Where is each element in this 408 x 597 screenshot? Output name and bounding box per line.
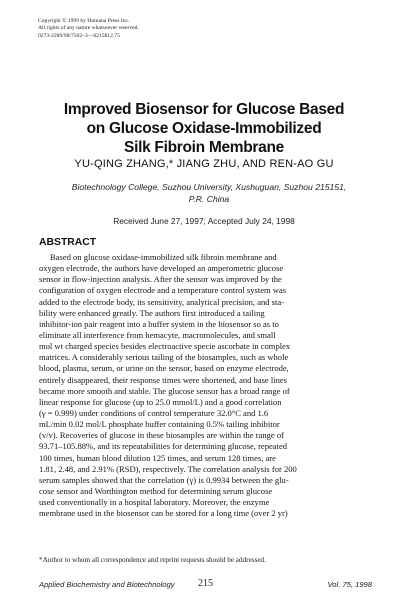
abstract-line: cose sensor and Worthington method for determining serum glucose [39,485,273,496]
abstract-line: inhibitor-ion pair reagent into a buffer system in the biosensor so as to [39,318,279,329]
affiliation-line-2: P.R. China [188,193,230,204]
abstract-line: (v/v). Recoveries of glucose in these biosamples are within the range of [39,430,284,441]
abstract-heading: ABSTRACT [39,237,97,248]
abstract-line: configuration of oxygen electrode and a temperature control system was [39,285,287,296]
abstract-line: added to the electrode body, its sensitivity, analytical precision, and sta- [39,296,285,307]
abstract-line: blood, plasma, serum, or urine on the sensor, based on enzyme electrode, [39,363,289,374]
received-dates: Received June 27, 1997; Accepted July 24, 1998 [113,216,295,226]
affiliation [46,182,372,205]
page-footer [39,579,372,590]
abstract-line: 100 times, human blood dilution 125 times, and serum 128 times, are [39,452,276,463]
rights-line: All rights of any nature whatsoever reserved. [38,25,139,32]
abstract-line: used conventionally in a hospital laboratory. Moreover, the enzyme [39,497,270,508]
abstract-line: oxygen electrode, the authors have developed an amperometric glucose [39,263,284,274]
author-list: YU-QING ZHANG,* JIANG ZHU, AND REN-AO GU [74,158,334,170]
abstract-line: eliminate all interference from hemacyte, macromolecules, and small [39,329,276,340]
journal-name: Applied Biochemistry and Biotechnology [39,580,175,589]
copyright-line: Copyright © 1999 by Humana Press Inc. [38,18,130,24]
abstract-line: serum samples showed that the correlation (γ) is 0.9934 between the glu- [39,474,289,485]
abstract-line: linear response for glucose (up to 25.0 mmol/L) and a good correlation [39,396,282,407]
abstract-line: Based on glucose oxidase-immobilized silk fibroin membrane and [50,252,277,262]
affiliation-line-1: Biotechnology College, Suzhou University, Xushuguan, Suzhou 215151, [71,182,347,192]
title-line-1: Improved Biosensor for Glucose Based [63,101,345,118]
abstract-line: mol wt charged species besides electroactive specie ascorbate in complex [39,341,291,352]
abstract-line: entirely disappeared, their response times were shortened, and base lines [39,374,288,385]
author-footnote: *Author to whom all correspondence and reprint requests should be addressed. [39,556,266,564]
title-line-3: Silk Fibroin Membrane [124,139,284,156]
abstract-line: matrices. A considerably serious tailing of the biosamples, such as whole [39,352,289,363]
page-number: 215 [198,578,213,589]
abstract-line: became more smooth and stable. The glucose sensor has a broad range of [39,385,290,396]
copyright-notice [38,18,238,40]
abstract-line: mL/min 0.02 mol/L phosphate buffer containing 0.5% tailing inhibitor [39,419,280,430]
title-line-2: on Glucose Oxidase-Immobilized [86,120,322,137]
volume-info: Vol. 75, 1998 [327,580,372,589]
abstract-line: sensor in flow-injection analysis. After the sensor was improved by the [39,274,282,285]
abstract-line: 1.81, 2.48, and 2.91% (RSD), respectively. The correlation analysis for 200 [39,463,297,474]
abstract-line: (γ = 0.999) under conditions of control temperature 32.0°C and 1.6 [39,407,269,418]
abstract-line: membrane used in the biosensor can be stored for a long time (over 2 yr) [39,508,288,519]
article-title [40,100,368,157]
abstract-body [39,252,372,519]
abstract-line: 93.71–105.88%, and its repeatabilities for determining glucose, repeated [39,441,288,452]
issn-line: 0273-2289/98/7502–3—0215$12.75 [38,32,120,39]
abstract-line: bility were enhanced greatly. The authors first introduced a tailing [39,307,265,318]
